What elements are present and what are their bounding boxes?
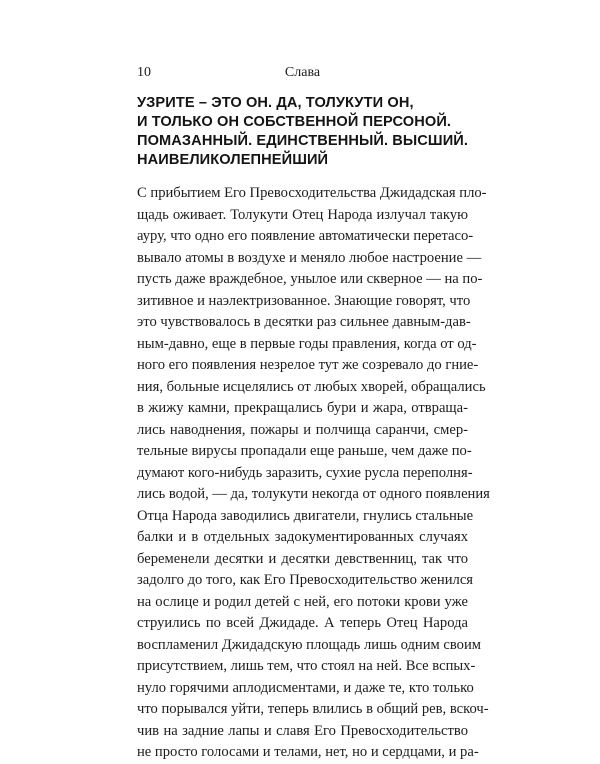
text-line: чив на задние лапы и славя Его Превосходительство [137,722,468,739]
text-line: задолго до того, как Его Превосходительство женился [137,572,474,588]
text-line: зитивное и наэлектризованное. Знающие говорят, что [137,292,471,309]
text-line: думают кого-нибудь заразить, сухие русла переполня- [137,464,473,481]
text-line: в жижу камни, прекращались бури и жара, отвраща- [137,400,468,416]
running-head [137,62,468,84]
heading-line: НАИВЕЛИКОЛЕПНЕЙШИЙ [137,152,329,168]
text-line: струились по всей Джидаде. А теперь Отец Народа [137,615,468,631]
text-line: ного его появления незрелое тут же созревало до гние- [137,357,479,373]
heading-line: ПОМАЗАННЫЙ. ЕДИНСТВЕННЫЙ. ВЫСШИЙ. [137,133,469,149]
heading-line: УЗРИТЕ – ЭТО ОН. ДА, ТОЛУКУТИ ОН, [137,95,414,111]
text-line: С прибытием Его Превосходительства Джидадская пло- [137,185,487,201]
body-paragraph [137,183,490,764]
text-line: тельные вирусы пропадали еще раньше, чем даже по- [137,443,472,459]
text-line: не просто голосами и телами, нет, но и сердцами, и ра- [137,744,479,760]
text-line: щадь оживает. Толукути Отец Народа излучал такую [137,206,468,223]
chapter-title: Слава [284,65,321,80]
text-line: Отца Народа заводились двигатели, гнулись стальные [137,507,474,524]
text-line: ния, больные исцелялись от любых хворей, обращались [137,378,486,395]
text-line: что порывался уйти, теперь влились в общий рев, вскоч- [137,701,489,717]
text-line: балки и в отдельных задокументированных случаях [137,529,468,545]
heading-line: И ТОЛЬКО ОН СОБСТВЕННОЙ ПЕРСОНОЙ. [137,114,452,130]
text-line: пусть даже враждебное, унылое или скверное — на по- [137,271,483,287]
text-line: на ослице и родил детей с ней, его потоки крови уже [137,593,468,610]
book-page [137,62,490,764]
text-line: присутствием, лишь тем, что стоял на ней. Все вспых- [137,658,476,674]
text-line: воспламенил Джидадскую площадь лишь одним своим [137,636,482,653]
text-line: вывало атомы в воздухе и меняло любое настроение — [137,249,482,266]
text-line: это чувствовалось в десятки раз сильнее давным-дав- [137,314,471,330]
text-line: ауру, что одно его появление автоматически перетасо- [137,228,474,244]
text-line: лись водой, — да, толукути некогда от одного появления [137,486,490,502]
page-number: 10 [137,65,151,80]
text-line: нуло горячими аплодисментами, и даже те, кто только [137,679,474,696]
text-line: ным-давно, еще в первые годы правления, когда от од- [137,335,477,352]
text-line: беременели десятки и десятки девственниц, так что [137,550,468,567]
text-line: лись наводнения, пожары и полчища саранчи, смер- [137,421,468,438]
section-heading [137,94,468,170]
